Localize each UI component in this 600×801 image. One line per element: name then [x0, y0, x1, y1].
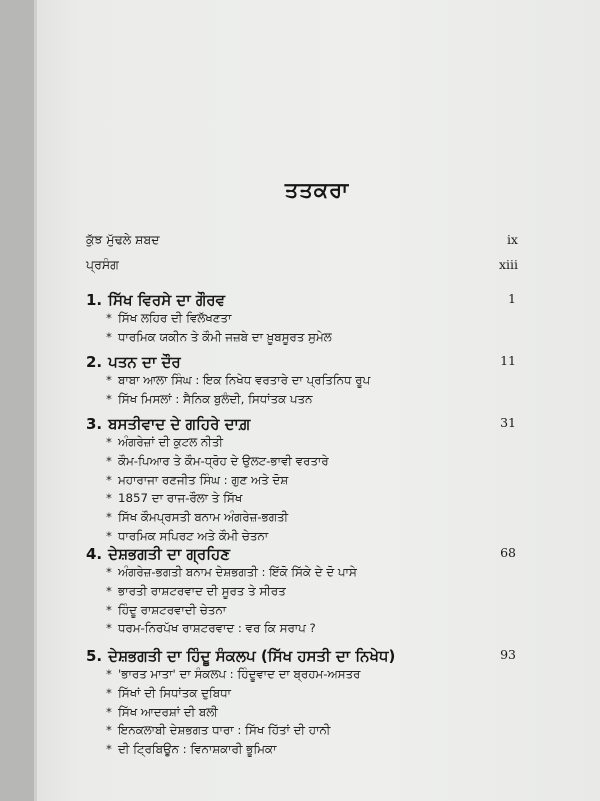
- chapter-entry: [86, 415, 516, 546]
- chapter-title: [86, 353, 516, 371]
- subtopic-item: * ਸਿੱਖ ਲਹਿਰ ਦੀ ਵਿਲੱਖਣਤਾ: [106, 311, 232, 325]
- chapter-number: 3.: [86, 415, 103, 433]
- chapter-page-number: 31: [500, 415, 516, 430]
- chapter-title: [86, 415, 516, 433]
- chapter-title-text: ਸਿੱਖ ਵਿਰਸੇ ਦਾ ਗੌਰਵ: [108, 291, 225, 309]
- subtopic-item: * 1857 ਦਾ ਰਾਜ-ਰੌਲਾ ਤੇ ਸਿੱਖ: [106, 491, 243, 506]
- front-matter-page: xiii: [498, 257, 518, 272]
- chapter-title-text: ਦੇਸ਼ਭਗਤੀ ਦਾ ਹਿੰਦੂ ਸੰਕਲਪ (ਸਿੱਖ ਹਸਤੀ ਦਾ ਨਿਖੇਧ): [108, 647, 396, 665]
- subtopic-text: ਅੰਗਰੇਜ਼-ਭਗਤੀ ਬਨਾਮ ਦੇਸ਼ਭਗਤੀ : ਇੱਕੋ ਸਿੱਕੇ ਦੇ ਦੋ ਪਾਸੇ: [118, 565, 357, 579]
- subtopic-list: [86, 563, 516, 638]
- subtopic-item: * ਸਿੱਖ ਮਿਸਲਾਂ : ਸੈਨਿਕ ਬੁਲੰਦੀ, ਸਿਧਾਂਤਕ ਪਤਨ: [106, 391, 313, 406]
- subtopic-text: ਧਾਰਮਿਕ ਯਕੀਨ ਤੇ ਕੌਮੀ ਜਜ਼ਬੇ ਦਾ ਖ਼ੂਬਸੂਰਤ ਸੁਮੇਲ: [118, 329, 332, 344]
- chapter-title-text: ਪਤਨ ਦਾ ਦੌਰ: [108, 353, 181, 371]
- subtopic-item: * ਮਹਾਰਾਜਾ ਰਣਜੀਤ ਸਿੰਘ : ਗੁਣ ਅਤੇ ਦੋਸ਼: [106, 472, 289, 487]
- subtopic-text: ਦੀ ਟ੍ਰਿਬਿਊਨ : ਵਿਨਾਸ਼ਕਾਰੀ ਭੂਮਿਕਾ: [118, 742, 277, 757]
- chapter-entry: [86, 545, 516, 638]
- subtopic-item: * ਹਿੰਦੂ ਰਾਸ਼ਟਰਵਾਦੀ ਚੇਤਨਾ: [106, 602, 227, 617]
- subtopic-item: * ਬਾਬਾ ਆਲਾ ਸਿੰਘ : ਇਕ ਨਿਖੇਧ ਵਰਤਾਰੇ ਦਾ ਪ੍ਰਤਿਨਿਧ ਰੂਪ: [106, 373, 371, 387]
- page-edge: [34, 0, 37, 801]
- chapter-page-number: 1: [508, 291, 516, 306]
- subtopic-text: ਕੌਮ-ਪਿਆਰ ਤੇ ਕੌਮ-ਧ੍ਰੋਹ ਦੇ ਉਲਟ-ਭਾਵੀ ਵਰਤਾਰੇ: [118, 453, 329, 468]
- subtopic-list: [86, 309, 516, 347]
- subtopic-item: * ਧਰਮ-ਨਿਰਪੱਖ ਰਾਸ਼ਟਰਵਾਦ : ਵਰ ਕਿ ਸਰਾਪ ?: [106, 621, 316, 636]
- subtopic-text: ਸਿੱਖ ਲਹਿਰ ਦੀ ਵਿਲੱਖਣਤਾ: [118, 311, 232, 325]
- toc-title: ਤਤਕਰਾ: [284, 178, 350, 202]
- subtopic-text: ਅੰਗਰੇਜ਼ਾਂ ਦੀ ਕੁਟਲ ਨੀਤੀ: [118, 435, 223, 449]
- subtopic-item: * ਧਾਰਮਿਕ ਸਪਿਰਟ ਅਤੇ ਕੌਮੀ ਚੇਤਨਾ: [106, 528, 269, 543]
- chapter-title: [86, 647, 516, 665]
- subtopic-text: ਧਰਮ-ਨਿਰਪੱਖ ਰਾਸ਼ਟਰਵਾਦ : ਵਰ ਕਿ ਸਰਾਪ ?: [118, 621, 316, 636]
- book-page: [34, 0, 600, 801]
- chapter-entry: [86, 647, 516, 759]
- front-matter-page: ix: [506, 232, 518, 247]
- chapter-page-number: 11: [500, 353, 516, 368]
- subtopic-item: * ਸਿੱਖ ਆਦਰਸ਼ਾਂ ਦੀ ਬਲੀ: [106, 704, 218, 719]
- subtopic-item: * ਅੰਗਰੇਜ਼-ਭਗਤੀ ਬਨਾਮ ਦੇਸ਼ਭਗਤੀ : ਇੱਕੋ ਸਿੱਕੇ ਦੇ ਦੋ ਪਾਸੇ: [106, 565, 357, 579]
- subtopic-item: * ਧਾਰਮਿਕ ਯਕੀਨ ਤੇ ਕੌਮੀ ਜਜ਼ਬੇ ਦਾ ਖ਼ੂਬਸੂਰਤ ਸੁਮੇਲ: [106, 329, 332, 344]
- subtopic-item: * ਅੰਗਰੇਜ਼ਾਂ ਦੀ ਕੁਟਲ ਨੀਤੀ: [106, 435, 223, 449]
- chapter-entry: [86, 291, 516, 347]
- front-matter-label: ਕੁੱਝ ਮੁੱਢਲੇ ਸ਼ਬਦ: [86, 232, 160, 247]
- subtopic-text: ਇਨਕਲਾਬੀ ਦੇਸ਼ਭਗਤ ਧਾਰਾ : ਸਿੱਖ ਹਿੱਤਾਂ ਦੀ ਹਾਨੀ: [118, 723, 331, 738]
- subtopic-text: ਧਾਰਮਿਕ ਸਪਿਰਟ ਅਤੇ ਕੌਮੀ ਚੇਤਨਾ: [118, 528, 269, 543]
- chapter-title: [86, 291, 516, 309]
- chapter-number: 5.: [86, 647, 103, 665]
- subtopic-text: ਸਿੱਖ ਮਿਸਲਾਂ : ਸੈਨਿਕ ਬੁਲੰਦੀ, ਸਿਧਾਂਤਕ ਪਤਨ: [118, 391, 313, 406]
- subtopic-item: * 'ਭਾਰਤ ਮਾਤਾ' ਦਾ ਸੰਕਲਪ : ਹਿੰਦੂਵਾਦ ਦਾ ਬ੍ਰਹਮ-ਅਸਤਰ: [106, 667, 361, 681]
- subtopic-item: * ਭਾਰਤੀ ਰਾਸ਼ਟਰਵਾਦ ਦੀ ਸੂਰਤ ਤੇ ਸੀਰਤ: [106, 583, 286, 598]
- chapter-page-number: 93: [500, 647, 516, 662]
- subtopic-text: ਮਹਾਰਾਜਾ ਰਣਜੀਤ ਸਿੰਘ : ਗੁਣ ਅਤੇ ਦੋਸ਼: [118, 472, 289, 487]
- subtopic-text: 1857 ਦਾ ਰਾਜ-ਰੌਲਾ ਤੇ ਸਿੱਖ: [118, 491, 243, 506]
- chapter-title-text: ਬਸਤੀਵਾਦ ਦੇ ਗਹਿਰੇ ਦਾਗ਼: [108, 415, 251, 433]
- subtopic-item: * ਸਿੱਖ ਕੌਮਪ੍ਰਸਤੀ ਬਨਾਮ ਅੰਗਰੇਜ਼-ਭਗਤੀ: [106, 510, 289, 525]
- subtopic-text: ਸਿੱਖਾਂ ਦੀ ਸਿਧਾਂਤਕ ਦੁਬਿਧਾ: [118, 685, 231, 700]
- subtopic-text: ਬਾਬਾ ਆਲਾ ਸਿੰਘ : ਇਕ ਨਿਖੇਧ ਵਰਤਾਰੇ ਦਾ ਪ੍ਰਤਿਨਿਧ ਰੂਪ: [118, 373, 371, 387]
- subtopic-list: [86, 665, 516, 759]
- subtopic-text: ਹਿੰਦੂ ਰਾਸ਼ਟਰਵਾਦੀ ਚੇਤਨਾ: [118, 602, 227, 617]
- front-matter-label: ਪ੍ਰਸੰਗ: [86, 257, 119, 272]
- chapter-page-number: 68: [500, 545, 516, 560]
- chapter-number: 4.: [86, 545, 103, 563]
- subtopic-text: ਭਾਰਤੀ ਰਾਸ਼ਟਰਵਾਦ ਦੀ ਸੂਰਤ ਤੇ ਸੀਰਤ: [118, 583, 286, 598]
- subtopic-item: * ਕੌਮ-ਪਿਆਰ ਤੇ ਕੌਮ-ਧ੍ਰੋਹ ਦੇ ਉਲਟ-ਭਾਵੀ ਵਰਤਾਰੇ: [106, 453, 329, 468]
- subtopic-item: * ਇਨਕਲਾਬੀ ਦੇਸ਼ਭਗਤ ਧਾਰਾ : ਸਿੱਖ ਹਿੱਤਾਂ ਦੀ ਹਾਨੀ: [106, 723, 331, 738]
- subtopic-item: * ਸਿੱਖਾਂ ਦੀ ਸਿਧਾਂਤਕ ਦੁਬਿਧਾ: [106, 685, 231, 700]
- subtopic-item: * ਦੀ ਟ੍ਰਿਬਿਊਨ : ਵਿਨਾਸ਼ਕਾਰੀ ਭੂਮਿਕਾ: [106, 742, 277, 757]
- subtopic-text: ਸਿੱਖ ਕੌਮਪ੍ਰਸਤੀ ਬਨਾਮ ਅੰਗਰੇਜ਼-ਭਗਤੀ: [118, 510, 289, 525]
- chapter-title: [86, 545, 516, 563]
- chapter-title-text: ਦੇਸ਼ਭਗਤੀ ਦਾ ਗ੍ਰਹਿਣ: [108, 545, 231, 563]
- subtopic-list: [86, 433, 516, 546]
- chapter-number: 1.: [86, 291, 103, 309]
- chapter-number: 2.: [86, 353, 103, 371]
- subtopic-text: ਸਿੱਖ ਆਦਰਸ਼ਾਂ ਦੀ ਬਲੀ: [118, 704, 218, 719]
- chapter-entry: [86, 353, 516, 409]
- subtopic-list: [86, 371, 516, 409]
- subtopic-text: 'ਭਾਰਤ ਮਾਤਾ' ਦਾ ਸੰਕਲਪ : ਹਿੰਦੂਵਾਦ ਦਾ ਬ੍ਰਹਮ-ਅਸਤਰ: [118, 667, 361, 681]
